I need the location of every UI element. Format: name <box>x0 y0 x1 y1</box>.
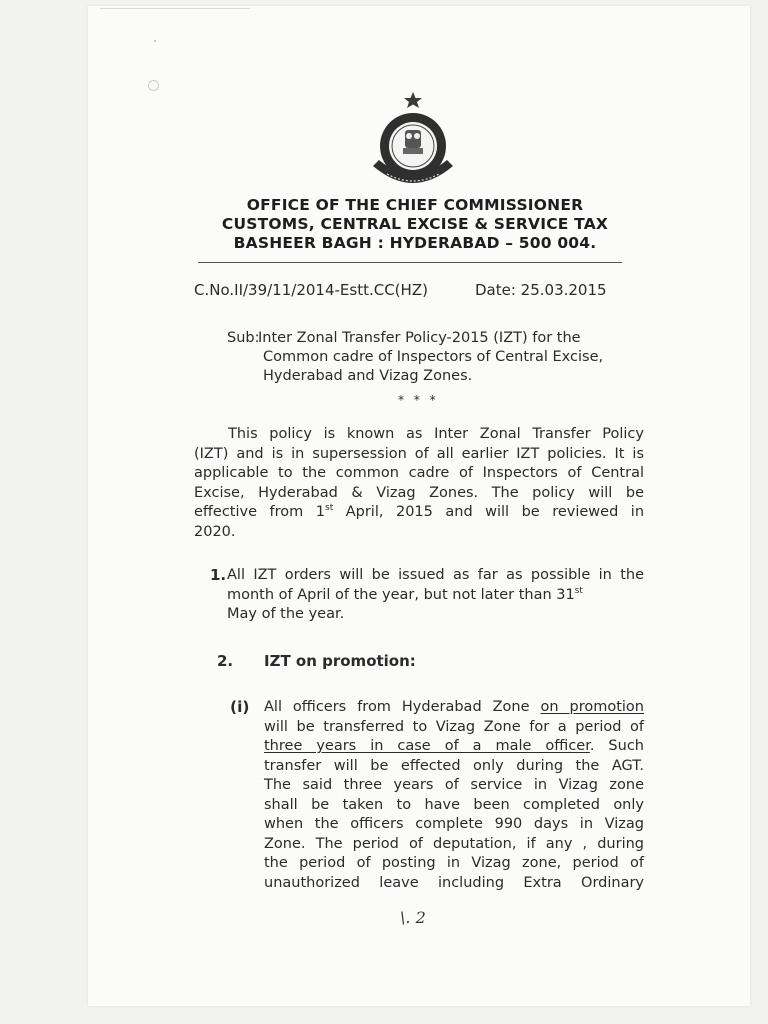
sub-item-text: All officers from Hyderabad Zone <box>264 699 541 715</box>
office-title-line1: OFFICE OF THE CHIEF COMMISSIONER <box>246 196 584 214</box>
underlined-text: on promotion <box>540 699 644 715</box>
subject-line: Inter Zonal Transfer Policy-2015 (IZT) for the <box>258 330 581 346</box>
reference-number: C.No.II/39/11/2014-Estt.CC(HZ) <box>194 281 428 299</box>
office-title-line2: CUSTOMS, CENTRAL EXCISE & SERVICE TAX <box>221 215 609 233</box>
sub-item-line: Zone. The period of deputation, if any , during <box>264 835 644 852</box>
item-number: 1. <box>210 566 227 584</box>
scan-speck <box>148 80 159 91</box>
subject-label: Sub: <box>227 330 260 346</box>
sub-item-line <box>264 698 644 718</box>
intro-line: This policy is known as Inter Zonal Transfer Policy <box>228 426 644 442</box>
intro-line <box>194 503 644 523</box>
underlined-text: three years in case of a male officer <box>264 738 590 754</box>
ordinal-suffix: st <box>325 503 334 514</box>
office-address: BASHEER BAGH : HYDERABAD – 500 004. <box>233 234 597 252</box>
sub-item-line: transfer will be effected only during the AGT. <box>264 757 644 774</box>
intro-text: effective from 1 <box>194 504 325 520</box>
sub-item-text: . Such <box>589 738 644 754</box>
sub-item <box>264 698 644 893</box>
sub-item-line: unauthorized leave including Extra Ordinary <box>264 874 644 891</box>
separator-stars: * * * <box>398 393 439 407</box>
sub-item-line: The said three years of service in Vizag zone <box>264 777 644 793</box>
sub-item-line: the period of posting in Vizag zone, period of <box>264 855 644 871</box>
intro-line: Excise, Hyderabad & Vizag Zones. The policy will be <box>194 484 644 501</box>
sub-item-line: shall be taken to have been completed only <box>264 796 644 813</box>
sub-item-line <box>264 737 644 757</box>
section-title: IZT on promotion: <box>264 652 416 670</box>
scan-speck <box>154 40 156 42</box>
numbered-item <box>227 566 644 625</box>
sub-item-line: when the officers complete 990 days in Vizag <box>264 816 644 832</box>
customs-emblem-icon <box>365 88 461 200</box>
ordinal-suffix: st <box>574 585 583 596</box>
handwritten-page-mark: \. 2 <box>400 908 426 927</box>
item-line: All IZT orders will be issued as far as possible in the <box>227 567 644 583</box>
scan-edge <box>100 8 250 15</box>
item-line: May of the year. <box>227 606 345 622</box>
intro-text: April, 2015 and will be reviewed in <box>333 504 645 520</box>
subject-line: Hyderabad and Vizag Zones. <box>263 368 473 384</box>
sub-item-line: will be transferred to Vizag Zone for a period of <box>264 718 644 735</box>
header-divider <box>198 262 622 263</box>
reference-date: Date: 25.03.2015 <box>475 281 607 299</box>
section-number: 2. <box>217 652 234 670</box>
sub-item-number: (i) <box>230 698 250 716</box>
intro-line: 2020. <box>194 523 236 540</box>
intro-line: (IZT) and is in supersession of all earlier IZT policies. It is <box>194 445 644 462</box>
item-line <box>227 586 644 606</box>
intro-line: applicable to the common cadre of Inspectors of Central <box>194 465 644 481</box>
item-text: month of April of the year, but not later than 31 <box>227 586 575 603</box>
intro-paragraph <box>194 425 644 542</box>
subject-line: Common cadre of Inspectors of Central Excise, <box>263 349 604 365</box>
